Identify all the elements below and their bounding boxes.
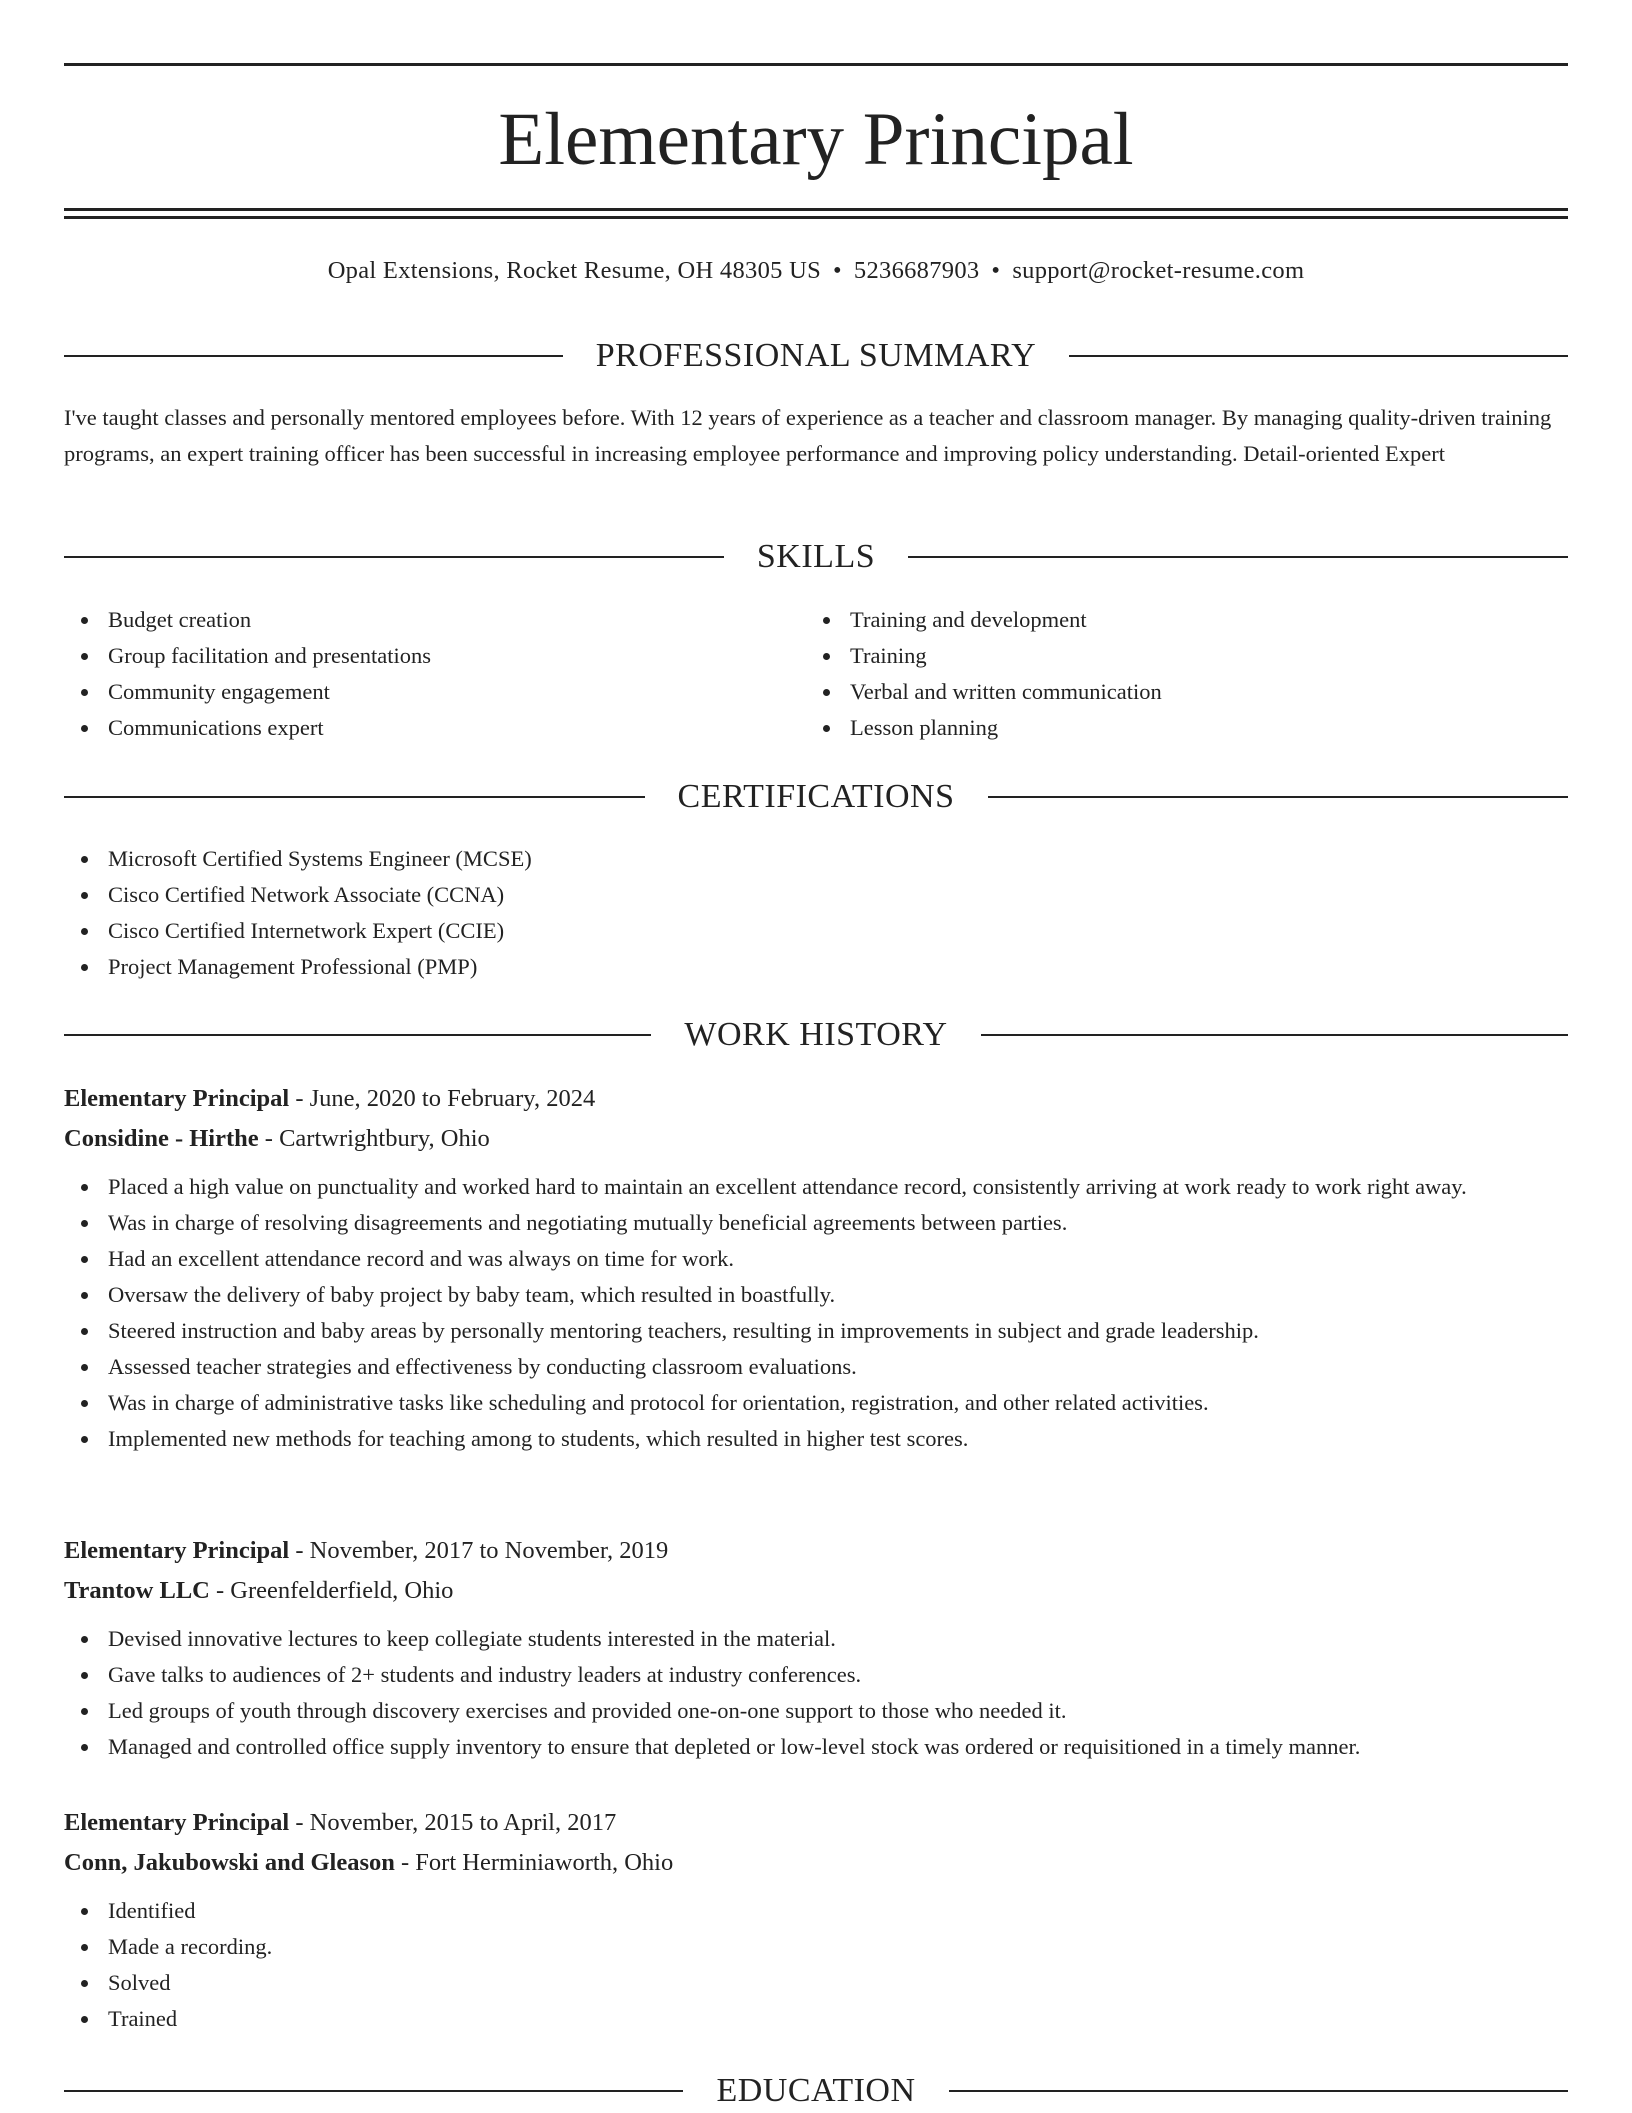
resume-title: Elementary Principal: [498, 98, 1134, 181]
job-heading: [64, 1079, 1568, 1119]
job-bullet: Was in charge of administrative tasks like scheduling and protocol for orientation, registration, and other related activities.: [64, 1385, 1568, 1421]
job-entry: [64, 1803, 1568, 2037]
skill-item: Budget creation: [64, 602, 764, 638]
skills-column-right: [806, 602, 1506, 746]
contact-separator: •: [833, 257, 842, 284]
job-bullet: Identified: [64, 1893, 1568, 1929]
heading-rule: [908, 556, 1568, 558]
job-heading: [64, 1531, 1568, 1571]
job-bullet: Steered instruction and baby areas by personally mentoring teachers, resulting in improvements in subject and grade leadership.: [64, 1313, 1568, 1349]
job-bullet: Solved: [64, 1965, 1568, 2001]
job-entry: [64, 1079, 1568, 1457]
job-location: - Cartwrightbury, Ohio: [258, 1125, 490, 1152]
job-bullet: Placed a high value on punctuality and worked hard to maintain an excellent attendance record, consistently arriving at work ready to work right away.: [64, 1169, 1568, 1205]
job-bullet: Made a recording.: [64, 1929, 1568, 1965]
heading-rule: [64, 796, 645, 798]
contact-phone: 5236687903: [853, 257, 980, 284]
certifications-section-heading: [64, 775, 1568, 819]
job-employer: [64, 1571, 1568, 1611]
job-bullet: Assessed teacher strategies and effectiveness by conducting classroom evaluations.: [64, 1349, 1568, 1385]
job-bullet: Had an excellent attendance record and was always on time for work.: [64, 1241, 1568, 1277]
skill-item: Communications expert: [64, 710, 764, 746]
job-employer: [64, 1119, 1568, 1159]
contact-email: support@rocket-resume.com: [1012, 257, 1305, 284]
job-title: Elementary Principal: [64, 1537, 290, 1564]
certification-item: Microsoft Certified Systems Engineer (MCSE): [64, 841, 1568, 877]
job-location: - Fort Herminiaworth, Ohio: [394, 1849, 674, 1876]
company-name: Conn, Jakubowski and Gleason: [64, 1849, 395, 1876]
job-entry: [64, 1531, 1568, 1765]
contact-line: [64, 254, 1568, 288]
skills-column-left: [64, 602, 764, 746]
skill-item: Group facilitation and presentations: [64, 638, 764, 674]
certification-item: Project Management Professional (PMP): [64, 949, 1568, 985]
top-rule: [64, 63, 1568, 66]
skills-section-heading: [64, 535, 1568, 579]
job-dates: - November, 2017 to November, 2019: [289, 1537, 669, 1564]
summary-section-heading: [64, 334, 1568, 378]
contact-address: Opal Extensions, Rocket Resume, OH 48305 US: [327, 257, 822, 284]
education-section-heading: [64, 2069, 1568, 2113]
heading-rule: [1069, 355, 1568, 357]
job-dates: - November, 2015 to April, 2017: [289, 1809, 617, 1836]
heading-rule: [64, 1034, 651, 1036]
job-bullet: Gave talks to audiences of 2+ students and industry leaders at industry conferences.: [64, 1657, 1568, 1693]
company-name: Considine - Hirthe: [64, 1125, 259, 1152]
section-title: EDUCATION: [716, 2072, 916, 2109]
heading-rule: [64, 2090, 683, 2092]
skill-item: Verbal and written communication: [806, 674, 1506, 710]
contact-separator: •: [991, 257, 1001, 284]
job-bullet: Was in charge of resolving disagreements and negotiating mutually beneficial agreements between parties.: [64, 1205, 1568, 1241]
heading-rule: [64, 355, 563, 357]
skill-item: Training: [806, 638, 1506, 674]
certifications-list: [64, 841, 1568, 985]
certification-item: Cisco Certified Internetwork Expert (CCIE): [64, 913, 1568, 949]
job-bullet: Devised innovative lectures to keep collegiate students interested in the material.: [64, 1621, 1568, 1657]
job-employer: [64, 1843, 1568, 1883]
title-rule-lower: [64, 216, 1568, 219]
job-bullet: Oversaw the delivery of baby project by baby team, which resulted in boastfully.: [64, 1277, 1568, 1313]
job-location: - Greenfelderfield, Ohio: [209, 1577, 454, 1604]
job-bullet: Trained: [64, 2001, 1568, 2037]
heading-rule: [64, 556, 724, 558]
work-history-section-heading: [64, 1013, 1568, 1057]
skill-item: Lesson planning: [806, 710, 1506, 746]
section-title: WORK HISTORY: [684, 1016, 948, 1053]
skill-item: Training and development: [806, 602, 1506, 638]
job-title: Elementary Principal: [64, 1085, 290, 1112]
certification-item: Cisco Certified Network Associate (CCNA): [64, 877, 1568, 913]
job-dates: - June, 2020 to February, 2024: [289, 1085, 596, 1112]
heading-rule: [981, 1034, 1568, 1036]
company-name: Trantow LLC: [64, 1577, 210, 1604]
summary-text: I've taught classes and personally mentored employees before. With 12 years of experience as a teacher and classroom manager. By managing quality-driven training programs, an expert training officer has been successful in increasing employee performance and improving policy understanding. Detail-oriented Expert: [64, 405, 1552, 466]
title-rule-upper: [64, 208, 1568, 211]
job-title: Elementary Principal: [64, 1809, 290, 1836]
section-title: SKILLS: [756, 538, 876, 575]
skill-item: Community engagement: [64, 674, 764, 710]
section-title: PROFESSIONAL SUMMARY: [595, 337, 1037, 374]
job-heading: [64, 1803, 1568, 1843]
section-title: CERTIFICATIONS: [677, 778, 955, 815]
heading-rule: [949, 2090, 1568, 2092]
job-bullet: Managed and controlled office supply inventory to ensure that depleted or low-level stock was ordered or requisitioned in a timely manner.: [64, 1729, 1568, 1765]
heading-rule: [988, 796, 1569, 798]
job-bullet: Led groups of youth through discovery exercises and provided one-on-one support to those who needed it.: [64, 1693, 1568, 1729]
job-bullet: Implemented new methods for teaching among to students, which resulted in higher test scores.: [64, 1421, 1568, 1457]
